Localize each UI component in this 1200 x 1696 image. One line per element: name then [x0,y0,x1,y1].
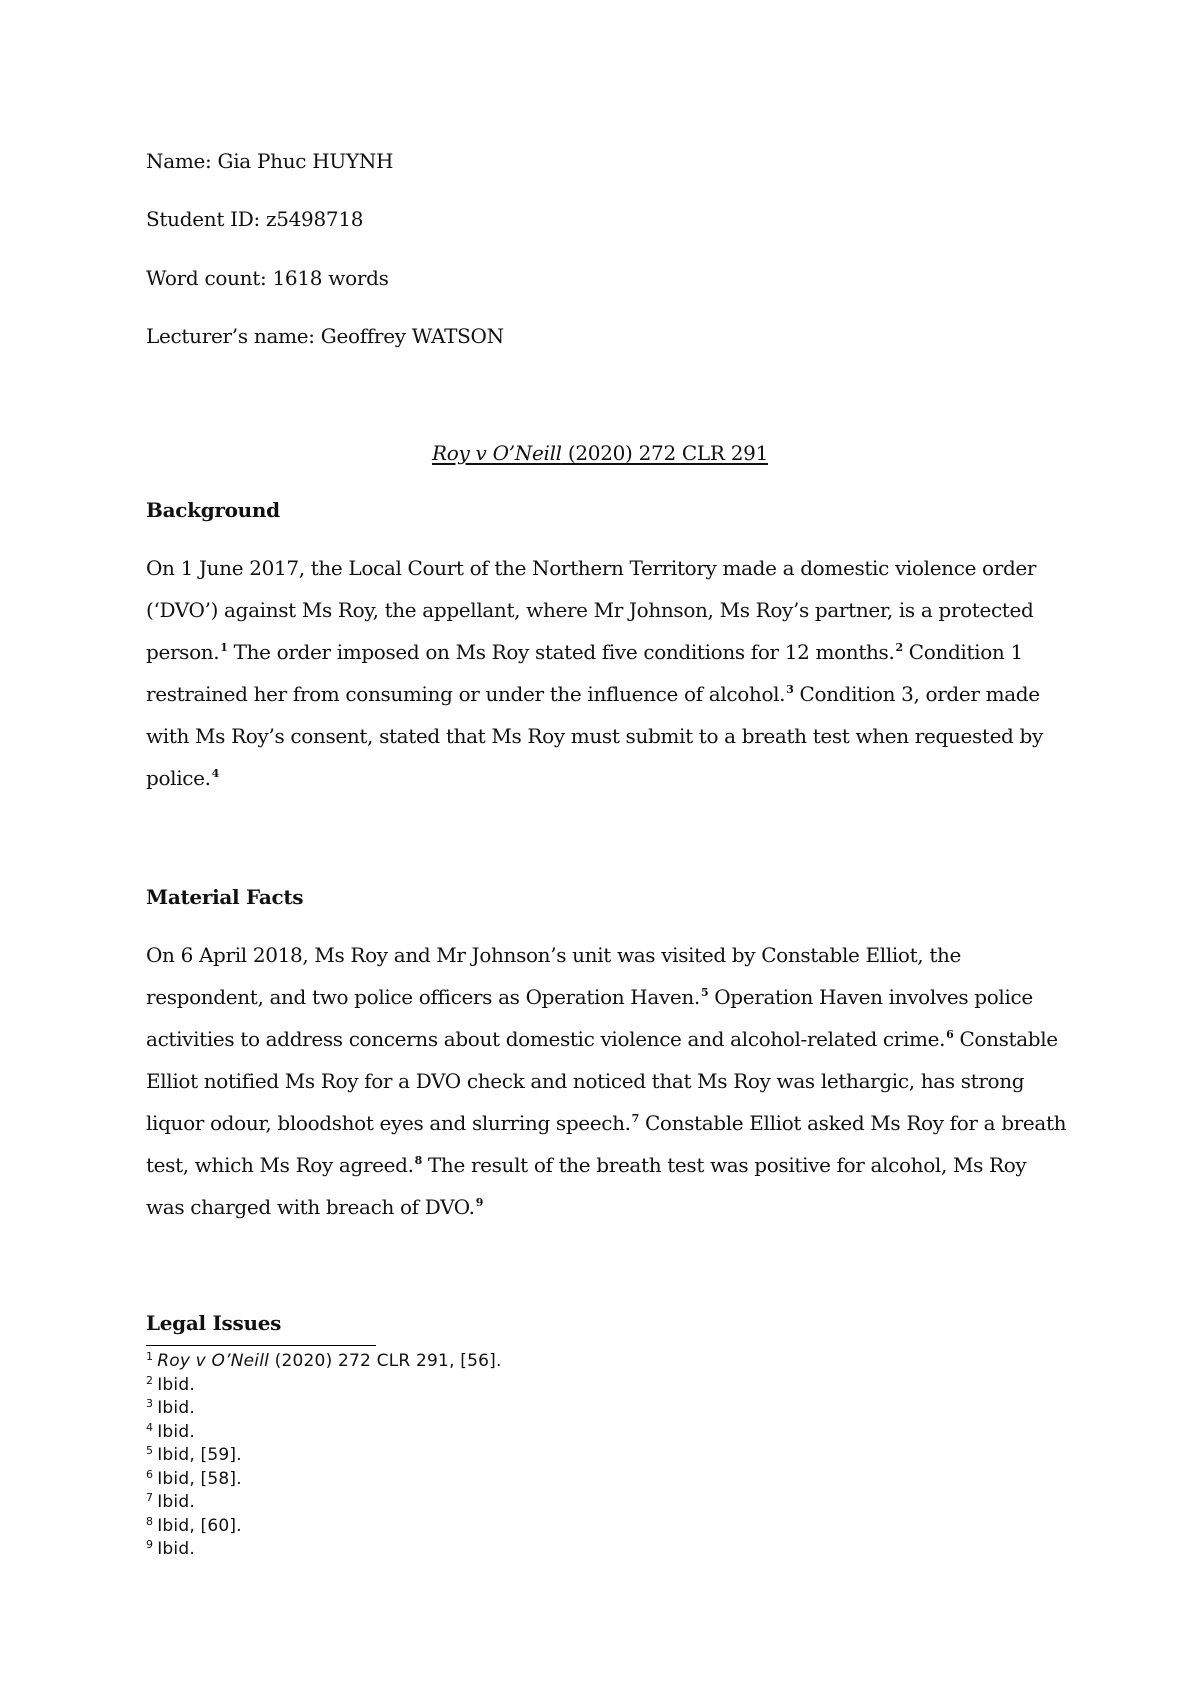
text-run: Operation Haven involves police [708,985,1033,1009]
text-run: with Ms Roy’s consent, stated that Ms Roy must submit to a breath test when requested by [146,724,1043,748]
legal-issues-heading: Legal Issues [146,1311,282,1335]
text-run: was charged with breach of DVO. [146,1195,475,1219]
paragraph-line [146,984,1066,1026]
case-title-name: Roy v O’Neill [431,441,562,465]
background-heading: Background [146,498,280,522]
paragraph-line [146,765,1066,807]
footnote-item [146,1444,502,1468]
text-run: On 1 June 2017, the Local Court of the Northern Territory made a domestic violence order [146,556,1037,580]
paragraph-line [146,681,1066,723]
footnote-ref[interactable]: 4 [211,767,219,780]
text-run: (‘DVO’) against Ms Roy, the appellant, where Mr Johnson, Ms Roy’s partner, is a protected [146,598,1034,622]
paragraph-line [146,942,1066,984]
footnote-case-name: Roy v O’Neill [157,1351,270,1371]
footnote-number: 9 [146,1538,154,1551]
text-run: activities to address concerns about domestic violence and alcohol-related crime. [146,1027,946,1051]
text-run: restrained her from consuming or under the influence of alcohol. [146,682,786,706]
footnote-item [146,1374,502,1398]
footnote-item [146,1350,502,1374]
footnote-number: 6 [146,1467,154,1481]
text-run: The order imposed on Ms Roy stated five conditions for 12 months. [227,640,895,664]
background-paragraph [146,555,1066,807]
text-run: person. [146,640,220,664]
footnote-ref[interactable]: 9 [475,1196,484,1209]
footnote-number: 8 [146,1514,154,1528]
text-run: liquor odour, bloodshot eyes and slurring speech. [146,1111,631,1135]
footnote-separator [146,1345,376,1346]
footnote-ref[interactable]: 6 [946,1028,954,1041]
footnote-text: Ibid. [157,1539,195,1559]
paragraph-line [146,723,1066,765]
text-run: The result of the breath test was positive for alcohol, Ms Roy [421,1153,1027,1177]
text-run: respondent, and two police officers as Operation Haven. [146,985,700,1009]
footnote-ref[interactable]: 2 [895,641,903,654]
footnote-ref[interactable]: 3 [786,683,794,696]
paragraph-line [146,1026,1066,1068]
footnote-text: Ibid, [60]. [157,1515,242,1536]
text-run: Condition 3, order made [793,682,1040,706]
paragraph-line [146,1068,1066,1110]
text-run: Elliot notified Ms Roy for a DVO check and noticed that Ms Roy was lethargic, has strong [146,1069,1025,1093]
paragraph-line [146,1194,1066,1236]
text-run: test, which Ms Roy agreed. [146,1153,414,1177]
case-title [0,443,1200,463]
footnote-number: 1 [146,1350,154,1363]
footnote-ref[interactable]: 1 [220,641,228,654]
footnote-text: Ibid, [59]. [157,1445,242,1465]
paragraph-line [146,1110,1066,1152]
student-name: Name: Gia Phuc HUYNH [146,149,394,173]
footnote-item [146,1538,502,1562]
paragraph-line [146,555,1066,597]
footnote-item [146,1421,502,1445]
text-run: Constable [953,1027,1058,1051]
word-count: Word count: 1618 words [146,266,389,290]
footnote-item [146,1397,502,1421]
student-id: Student ID: z5498718 [146,207,364,231]
footnote-item [146,1468,502,1492]
text-run: Constable Elliot asked Ms Roy for a breath [638,1111,1067,1135]
footnote-number: 3 [146,1397,154,1410]
footnote-ref[interactable]: 5 [700,986,709,999]
footnote-number: 2 [146,1373,154,1387]
footnote-text: Ibid. [157,1492,195,1512]
paragraph-line [146,639,1066,681]
text-run: police. [146,766,211,790]
footnote-number: 4 [146,1420,154,1434]
case-title-citation: (2020) 272 CLR 291 [561,441,769,465]
footnote-item [146,1515,502,1539]
footnote-item [146,1491,502,1515]
material-facts-heading: Material Facts [146,885,304,909]
footnote-ref[interactable]: 8 [414,1154,422,1167]
paragraph-line [146,1152,1066,1194]
footnote-text: Ibid. [157,1421,195,1442]
text-run: Condition 1 [902,640,1023,664]
text-run: On 6 April 2018, Ms Roy and Mr Johnson’s unit was visited by Constable Elliot, the [146,943,962,967]
footnote-text: Ibid, [58]. [157,1468,242,1489]
footnote-text: Ibid. [157,1374,195,1395]
footnote-text: (2020) 272 CLR 291, [56]. [269,1351,502,1371]
paragraph-line [146,597,1066,639]
material-facts-paragraph [146,942,1066,1236]
footnote-text: Ibid. [157,1398,195,1418]
lecturer-name: Lecturer’s name: Geoffrey WATSON [146,324,504,348]
footnote-ref[interactable]: 7 [631,1112,639,1125]
footnotes [146,1350,502,1562]
footnote-number: 7 [146,1491,154,1504]
footnote-number: 5 [146,1444,154,1457]
